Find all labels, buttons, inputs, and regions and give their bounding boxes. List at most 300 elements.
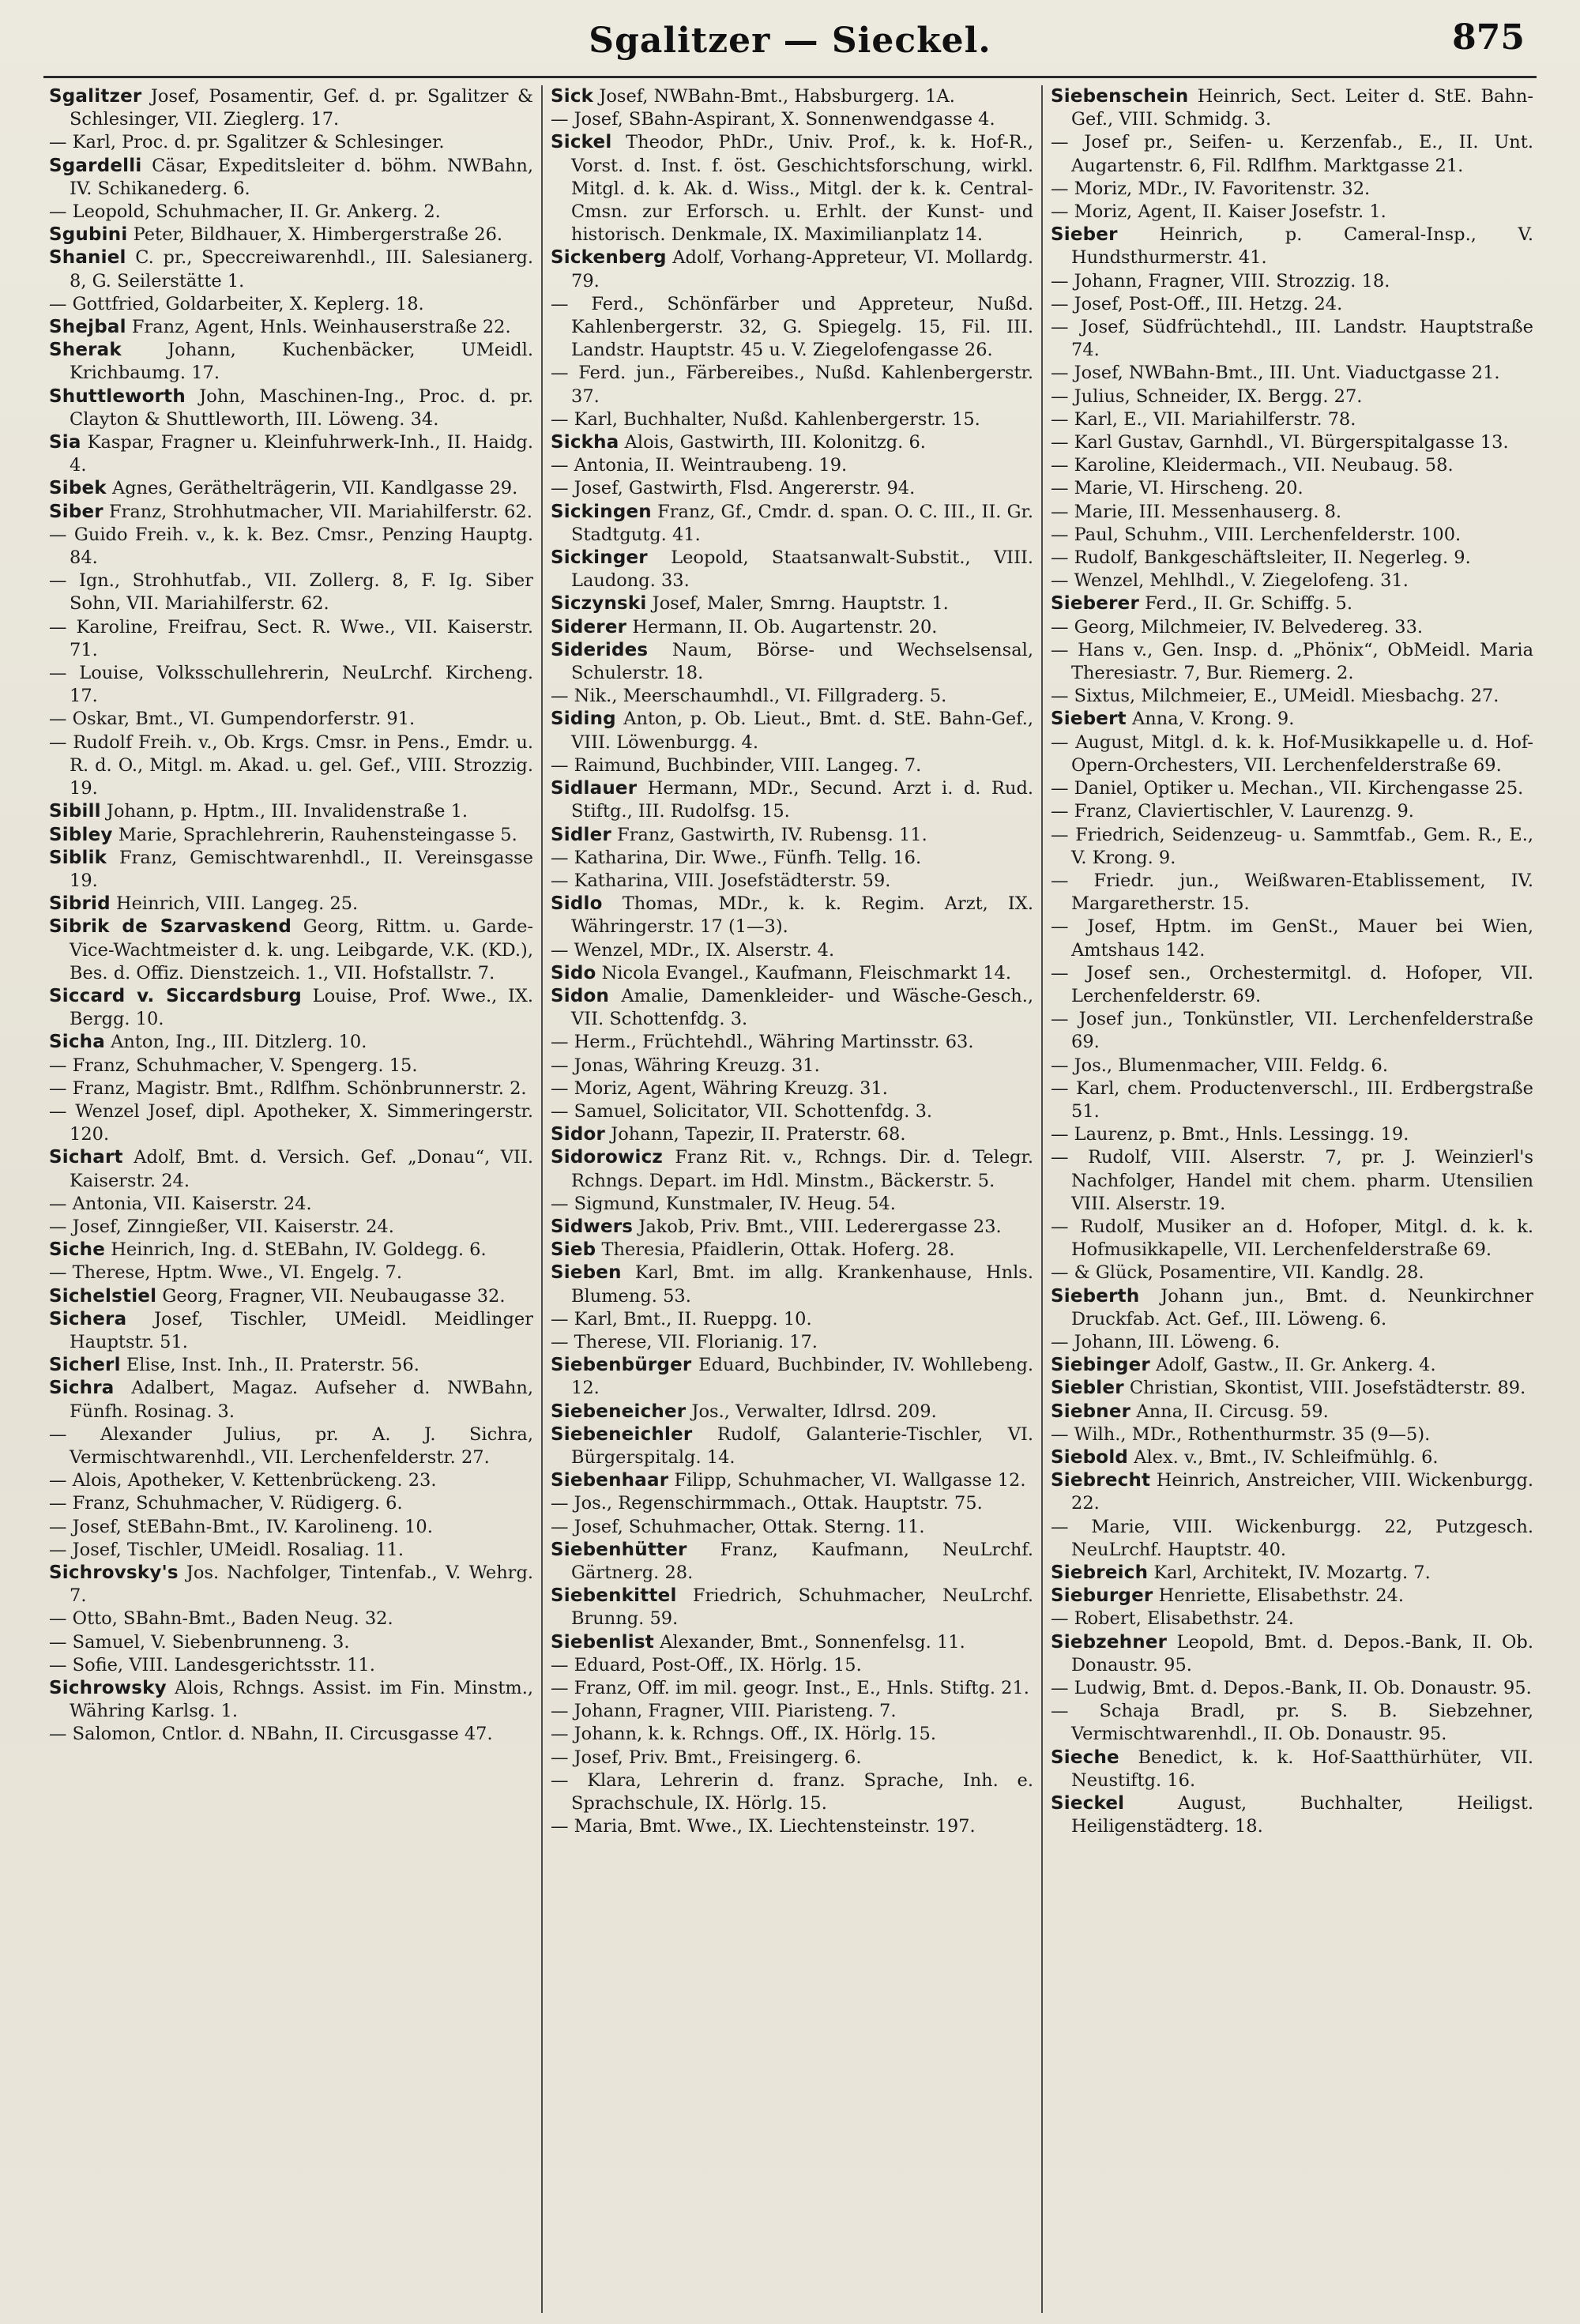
entry-surname: Siebenlist xyxy=(551,1631,654,1653)
entry-details: — Josef pr., Seifen- u. Kerzenfab., E., II. Unt. Augartenstr. 6, Fil. Rdlfhm. Marktgasse 21. xyxy=(1051,132,1533,176)
directory-entry xyxy=(551,1700,1033,1723)
entry-surname: Sidwers xyxy=(551,1216,634,1237)
entry-details: Josef, Tischler, UMeidl. Meidlinger Hauptstr. 51. xyxy=(70,1308,533,1352)
entry-surname: Sibrid xyxy=(49,893,111,915)
entry-details: Nicola Evangel., Kaufmann, Fleischmarkt 14. xyxy=(601,962,1012,983)
directory-entry xyxy=(49,1654,533,1677)
directory-entry xyxy=(1051,316,1533,362)
directory-entry xyxy=(49,339,533,385)
directory-entry xyxy=(551,939,1033,962)
directory-entry xyxy=(49,431,533,477)
entry-details: — Wenzel, MDr., IX. Alserstr. 4. xyxy=(551,939,835,961)
entry-details: — Josef, Schuhmacher, Ottak. Sterng. 11. xyxy=(551,1516,925,1537)
entry-surname: Sgalitzer xyxy=(49,86,142,107)
entry-details: — Josef jun., Tonkünstler, VII. Lerchenfelderstraße 69. xyxy=(1051,1009,1533,1053)
entry-details: — Franz, Claviertischler, V. Laurenzg. 9. xyxy=(1051,801,1414,822)
entry-details: — Leopold, Schuhmacher, II. Gr. Ankerg. 2. xyxy=(49,201,441,223)
entry-surname: Siebler xyxy=(1051,1378,1124,1399)
entry-details: Josef, Maler, Smrng. Hauptstr. 1. xyxy=(652,593,949,615)
entry-details: — Franz, Off. im mil. geogr. Inst., E., Hnls. Stiftg. 21. xyxy=(551,1678,1029,1699)
directory-entry xyxy=(551,1654,1033,1677)
directory-entry xyxy=(1051,1354,1533,1377)
entry-details: — Rudolf, VIII. Alserstr. 7, pr. J. Weinzierl's Nachfolger, Handel mit chem. pharm. Utensilien VIII. Alserstr. 19. xyxy=(1051,1147,1533,1214)
entry-surname: Siber xyxy=(49,501,103,522)
directory-entry xyxy=(551,1308,1033,1331)
entry-details: Eduard, Buchbinder, IV. Wohllebeng. 12. xyxy=(571,1355,1034,1399)
directory-entry xyxy=(49,1100,533,1146)
entry-surname: Siding xyxy=(551,709,616,730)
entry-surname: Sibley xyxy=(49,824,113,845)
directory-entry xyxy=(551,246,1033,292)
directory-entry xyxy=(1051,524,1533,547)
entry-details: — Josef, Tischler, UMeidl. Rosaliag. 11. xyxy=(49,1539,404,1560)
entry-details: — Wenzel, Mehlhdl., V. Ziegelofeng. 31. xyxy=(1051,570,1409,592)
entry-surname: Siche xyxy=(49,1239,106,1261)
entry-details: — Rudolf, Bankgeschäftsleiter, II. Negerleg. 9. xyxy=(1051,547,1471,569)
entry-details: — & Glück, Posamentire, VII. Kandlg. 28. xyxy=(1051,1262,1424,1284)
entry-details: — Nik., Meerschaumhdl., VI. Fillgraderg. 5. xyxy=(551,686,947,707)
entry-details: — Sigmund, Kunstmaler, IV. Heug. 54. xyxy=(551,1193,896,1214)
entry-surname: Sibill xyxy=(49,801,101,822)
entry-surname: Sichra xyxy=(49,1378,115,1399)
directory-entry xyxy=(1051,201,1533,224)
entry-details: — Josef, Zinngießer, VII. Kaiserstr. 24. xyxy=(49,1216,394,1237)
directory-entry xyxy=(551,985,1033,1031)
directory-entry xyxy=(1051,777,1533,800)
entry-details: — Daniel, Optiker u. Mechan., VII. Kirchengasse 25. xyxy=(1051,778,1524,799)
directory-entry xyxy=(1051,1055,1533,1077)
directory-entry xyxy=(551,1723,1033,1746)
directory-entry xyxy=(49,155,533,201)
entry-details: — Karl Gustav, Garnhdl., VI. Bürgerspitalgasse 13. xyxy=(1051,432,1509,453)
entry-details: Karl, Bmt. im allg. Krankenhause, Hnls. Blumeng. 53. xyxy=(571,1262,1034,1307)
entry-surname: Sicherl xyxy=(49,1355,121,1376)
entry-details: Benedict, k. k. Hof-Saatthürhüter, VII. Neustiftg. 16. xyxy=(1071,1747,1533,1791)
entry-details: — Josef, Hptm. im GenSt., Mauer bei Wien, Amtshaus 142. xyxy=(1051,916,1533,961)
entry-details: — Johann, III. Löweng. 6. xyxy=(1051,1331,1281,1352)
entry-details: — Josef, Priv. Bmt., Freisingerg. 6. xyxy=(551,1747,862,1768)
directory-entry xyxy=(49,1423,533,1469)
directory-entry xyxy=(1051,1077,1533,1123)
entry-details: — Friedr. jun., Weißwaren-Etablissement, IV. Margaretherstr. 15. xyxy=(1051,870,1533,915)
directory-entry xyxy=(49,1077,533,1100)
directory-entry xyxy=(551,685,1033,708)
directory-entry xyxy=(551,408,1033,431)
entry-details: — Josef, Gastwirth, Flsd. Angererstr. 94. xyxy=(551,478,916,499)
entry-details: — Josef, SBahn-Aspirant, X. Sonnenwendgasse 4. xyxy=(551,109,995,130)
directory-entry xyxy=(1051,870,1533,916)
directory-entry xyxy=(1051,1423,1533,1446)
entry-details: Adolf, Gastw., II. Gr. Ankerg. 4. xyxy=(1156,1355,1436,1376)
entry-surname: Sieb xyxy=(551,1239,596,1261)
directory-entry xyxy=(1051,708,1533,731)
entry-details: Rudolf, Galanterie-Tischler, VI. Bürgerspitalg. 14. xyxy=(571,1423,1033,1468)
directory-entry xyxy=(1051,800,1533,823)
directory-entry xyxy=(551,1677,1033,1700)
directory-entry xyxy=(49,1146,533,1192)
column-1 xyxy=(41,85,541,2313)
directory-entry xyxy=(1051,1608,1533,1630)
entry-details: Franz Rit. v., Rchngs. Dir. d. Telegr. Rchngs. Depart. im Hdl. Minstm., Bäckerstr. 5. xyxy=(571,1147,1033,1191)
entry-details: Josef, Posamentir, Gef. d. pr. Sgalitzer & Schlesinger, VII. Zieglerg. 17. xyxy=(70,86,533,130)
directory-entry xyxy=(1051,1262,1533,1284)
entry-surname: Sick xyxy=(551,86,594,107)
entry-details: — Eduard, Post-Off., IX. Hörlg. 15. xyxy=(551,1654,862,1675)
entry-details: Johann, p. Hptm., III. Invalidenstraße 1. xyxy=(106,801,468,822)
entry-details: Josef, NWBahn-Bmt., Habsburgerg. 1A. xyxy=(599,86,955,107)
entry-surname: Siebenbürger xyxy=(551,1355,692,1376)
directory-entry xyxy=(551,1146,1033,1192)
directory-entry xyxy=(551,893,1033,938)
entry-details: — Karoline, Freifrau, Sect. R. Wwe., VII. Kaiserstr. 71. xyxy=(49,616,533,660)
entry-surname: Siebenschein xyxy=(1051,86,1189,107)
entry-details: Christian, Skontist, VIII. Josefstädterstr. 89. xyxy=(1129,1378,1526,1399)
entry-details: Theresia, Pfaidlerin, Ottak. Hoferg. 28. xyxy=(601,1239,955,1261)
entry-details: Hermann, II. Ob. Augartenstr. 20. xyxy=(632,616,938,637)
directory-entry xyxy=(551,501,1033,547)
directory-entry xyxy=(1051,731,1533,777)
directory-entry xyxy=(1051,639,1533,685)
directory-entry xyxy=(551,431,1033,454)
entry-surname: Sido xyxy=(551,962,596,983)
directory-entry xyxy=(1051,1677,1533,1700)
entry-details: — Katharina, Dir. Wwe., Fünfh. Tellg. 16. xyxy=(551,847,922,868)
entry-surname: Sibrik de Szarvaskend xyxy=(49,916,292,938)
directory-entry xyxy=(1051,824,1533,870)
entry-surname: Sibek xyxy=(49,478,107,499)
directory-entry xyxy=(551,1516,1033,1539)
entry-details: Hermann, MDr., Secund. Arzt i. d. Rud. Stiftg., III. Rudolfsg. 15. xyxy=(571,778,1033,822)
directory-entry xyxy=(49,477,533,500)
entry-details: — Louise, Volksschullehrerin, NeuLrchf. Kircheng. 17. xyxy=(49,663,533,707)
entry-details: Franz, Kaufmann, NeuLrchf. Gärtnerg. 28. xyxy=(571,1539,1033,1583)
entry-surname: Sgubini xyxy=(49,224,128,246)
directory-entry xyxy=(551,1469,1033,1492)
entry-details: Elise, Inst. Inh., II. Praterstr. 56. xyxy=(126,1355,419,1376)
entry-surname: Siebreich xyxy=(1051,1562,1149,1583)
entry-details: Jos. Nachfolger, Tintenfab., V. Wehrg. 7. xyxy=(70,1562,533,1607)
directory-entry xyxy=(1051,1516,1533,1562)
directory-entry xyxy=(49,1516,533,1539)
entry-details: — Franz, Schuhmacher, V. Spengerg. 15. xyxy=(49,1055,418,1076)
entry-details: — Josef sen., Orchestermitgl. d. Hofoper, VII. Lerchenfelderstr. 69. xyxy=(1051,962,1533,1006)
directory-entry xyxy=(551,1077,1033,1100)
directory-entry xyxy=(1051,616,1533,639)
entry-surname: Sickha xyxy=(551,432,619,453)
entry-details: — Sofie, VIII. Landesgerichtsstr. 11. xyxy=(49,1654,375,1675)
entry-surname: Siebzehner xyxy=(1051,1631,1168,1653)
directory-entry xyxy=(551,454,1033,477)
entry-details: Agnes, Geräthelträgerin, VII. Kandlgasse 29. xyxy=(111,478,518,499)
directory-entry xyxy=(551,1354,1033,1400)
entry-details: Georg, Rittm. u. Garde-Vice-Wachtmeister d. k. ung. Leibgarde, V.K. (KD.), Bes. d. Offiz. Dienstzeich. 1., VII. Hofstallstr. 7. xyxy=(70,916,533,983)
directory-entry xyxy=(49,1239,533,1262)
entry-details: — Hans v., Gen. Insp. d. „Phönix“, ObMeidl. Maria Theresiastr. 7, Bur. Riemerg. 2. xyxy=(1051,639,1533,684)
entry-surname: Siebenhaar xyxy=(551,1470,669,1491)
entry-surname: Sidler xyxy=(551,824,611,845)
directory-entry xyxy=(1051,408,1533,431)
directory-entry xyxy=(1051,1331,1533,1354)
entry-surname: Siczynski xyxy=(551,593,647,615)
directory-entry xyxy=(49,385,533,431)
directory-entry xyxy=(551,777,1033,823)
directory-entry xyxy=(1051,962,1533,1008)
entry-details: Heinrich, Sect. Leiter d. StE. Bahn-Gef., VIII. Schmidg. 3. xyxy=(1071,86,1534,130)
entry-details: John, Maschinen-Ing., Proc. d. pr. Clayton & Shuttleworth, III. Löweng. 34. xyxy=(70,385,533,430)
entry-details: Alois, Rchngs. Assist. im Fin. Minstm., Währing Karlsg. 1. xyxy=(70,1678,533,1722)
directory-entry xyxy=(551,870,1033,893)
entry-details: — Karl, Buchhalter, Nußd. Kahlenbergerstr. 15. xyxy=(551,408,980,430)
directory-entry xyxy=(1051,592,1533,615)
entry-details: Anton, Ing., III. Ditzlerg. 10. xyxy=(111,1032,367,1053)
entry-details: — Raimund, Buchbinder, VIII. Langeg. 7. xyxy=(551,754,922,776)
entry-details: Leopold, Staatsanwalt-Substit., VIII. Laudong. 33. xyxy=(571,547,1034,592)
entry-details: Franz, Gf., Cmdr. d. span. O. C. III., II. Gr. Stadtgutg. 41. xyxy=(571,501,1033,545)
entry-surname: Siebenhütter xyxy=(551,1539,687,1560)
directory-entry xyxy=(1051,454,1533,477)
directory-entry xyxy=(1051,1285,1533,1331)
entry-details: — Marie, III. Messenhauserg. 8. xyxy=(1051,501,1342,522)
directory-entry xyxy=(49,224,533,246)
entry-details: — Schaja Bradl, pr. S. B. Siebzehner, Vermischtwarenhdl., II. Ob. Donaustr. 95. xyxy=(1051,1701,1533,1745)
entry-surname: Sidor xyxy=(551,1124,606,1145)
entry-surname: Siderer xyxy=(551,616,627,637)
entry-details: Kaspar, Fragner u. Kleinfuhrwerk-Inh., II. Haidg. 4. xyxy=(70,432,533,476)
entry-surname: Shaniel xyxy=(49,247,126,269)
entry-details: — August, Mitgl. d. k. k. Hof-Musikkapelle u. d. Hof-Opern-Orchesters, VII. Lerchenfelderstraße 69. xyxy=(1051,731,1533,776)
entry-details: — Josef, Post-Off., III. Hetzg. 24. xyxy=(1051,293,1343,314)
entry-surname: Sidlauer xyxy=(551,778,638,799)
directory-entry xyxy=(1051,1008,1533,1054)
entry-details: Alexander, Bmt., Sonnenfelsg. 11. xyxy=(660,1631,965,1653)
entry-surname: Shejbal xyxy=(49,317,126,338)
entry-details: — Franz, Magistr. Bmt., Rdlfhm. Schönbrunnerstr. 2. xyxy=(49,1077,527,1099)
directory-entry xyxy=(551,1492,1033,1515)
directory-entry xyxy=(551,1585,1033,1630)
directory-entry xyxy=(49,1631,533,1654)
directory-entry xyxy=(551,824,1033,847)
entry-details: — Alexander Julius, pr. A. J. Sichra, Vermischtwarenhdl., VII. Lerchenfelderstr. 27. xyxy=(49,1423,533,1468)
entry-surname: Sieben xyxy=(551,1262,622,1284)
entry-details: — Sixtus, Milchmeier, E., UMeidl. Miesbachg. 27. xyxy=(1051,686,1499,707)
directory-entry xyxy=(551,1100,1033,1123)
entry-details: — Rudolf, Musiker an d. Hofoper, Mitgl. d. k. k. Hofmusikkapelle, VII. Lerchenfelderstraße 69. xyxy=(1051,1216,1533,1261)
directory-entry xyxy=(49,201,533,224)
entry-details: Adalbert, Magaz. Aufseher d. NWBahn, Fünfh. Rosinag. 3. xyxy=(70,1378,533,1422)
entry-surname: Siderides xyxy=(551,639,649,660)
directory-entry xyxy=(49,1723,533,1746)
directory-entry xyxy=(551,1216,1033,1239)
directory-entry xyxy=(1051,547,1533,570)
entry-details: — Maria, Bmt. Wwe., IX. Liechtensteinstr. 197. xyxy=(551,1816,976,1837)
directory-entry xyxy=(49,1031,533,1054)
directory-entry xyxy=(551,616,1033,639)
entry-details: — Ign., Strohhutfab., VII. Zollerg. 8, F. Ig. Siber Sohn, VII. Mariahilferstr. 62. xyxy=(49,570,533,615)
entry-details: Johann, Kuchenbäcker, UMeidl. Krichbaumg. 17. xyxy=(70,340,534,384)
directory-entry xyxy=(1051,131,1533,177)
entry-details: — Jonas, Währing Kreuzg. 31. xyxy=(551,1055,820,1076)
entry-surname: Sidorowicz xyxy=(551,1147,664,1168)
directory-entry xyxy=(1051,1377,1533,1400)
entry-details: Johann, Tapezir, II. Praterstr. 68. xyxy=(611,1124,906,1145)
directory-entry xyxy=(1051,477,1533,500)
entry-details: Karl, Architekt, IV. Mozartg. 7. xyxy=(1153,1562,1431,1583)
entry-surname: Sichart xyxy=(49,1147,123,1168)
entry-surname: Sickinger xyxy=(551,547,648,569)
entry-details: Louise, Prof. Wwe., IX. Bergg. 10. xyxy=(70,985,534,1030)
column-2 xyxy=(541,85,1041,2313)
entry-details: — Guido Freih. v., k. k. Bez. Cmsr., Penzing Hauptg. 84. xyxy=(49,524,533,569)
directory-entry xyxy=(49,1562,533,1608)
entry-details: Cäsar, Expeditsleiter d. böhm. NWBahn, IV. Schikanederg. 6. xyxy=(70,155,533,199)
directory-entry xyxy=(1051,431,1533,454)
entry-details: — Salomon, Cntlor. d. NBahn, II. Circusgasse 47. xyxy=(49,1724,493,1745)
entry-surname: Siebenkittel xyxy=(551,1585,677,1607)
entry-details: Adolf, Vorhang-Appreteur, VI. Mollardg. 79. xyxy=(571,247,1033,291)
entry-details: Franz, Gastwirth, IV. Rubensg. 11. xyxy=(617,824,927,845)
entry-details: — Gottfried, Goldarbeiter, X. Keplerg. 18. xyxy=(49,293,424,314)
directory-entry xyxy=(49,916,533,985)
directory-entry xyxy=(551,1031,1033,1054)
entry-details: — Wenzel Josef, dipl. Apotheker, X. Simmeringerstr. 120. xyxy=(49,1100,533,1145)
entry-surname: Shuttleworth xyxy=(49,385,186,407)
directory-entry xyxy=(551,1423,1033,1469)
directory-entry xyxy=(1051,1792,1533,1838)
directory-entry xyxy=(1051,1747,1533,1792)
entry-surname: Sia xyxy=(49,432,81,453)
entry-details: — Herm., Früchtehdl., Währing Martinsstr. 63. xyxy=(551,1032,974,1053)
directory-entry xyxy=(49,1193,533,1216)
directory-entry xyxy=(551,1055,1033,1077)
directory-entry xyxy=(1051,1700,1533,1746)
directory-entry xyxy=(1051,85,1533,131)
entry-details: — Karl, Bmt., II. Rueppg. 10. xyxy=(551,1308,812,1329)
page-number: 875 xyxy=(1452,17,1525,58)
entry-details: — Ferd., Schönfärber und Appreteur, Nußd. Kahlenbergerstr. 32, G. Spiegelg. 15, Fil. III. Landstr. Hauptstr. 45 u. V. Ziegelofengasse 26. xyxy=(551,293,1033,361)
directory-entry xyxy=(1051,1585,1533,1608)
directory-entry xyxy=(551,1747,1033,1769)
entry-details: — Moriz, MDr., IV. Favoritenstr. 32. xyxy=(1051,178,1371,199)
directory-entry xyxy=(551,1815,1033,1838)
directory-entry xyxy=(49,524,533,570)
directory-entry xyxy=(551,754,1033,777)
directory-entry xyxy=(49,800,533,823)
entry-details: — Johann, k. k. Rchngs. Off., IX. Hörlg. 15. xyxy=(551,1724,936,1745)
column-3 xyxy=(1041,85,1541,2313)
entry-details: Anton, p. Ob. Lieut., Bmt. d. StE. Bahn-Gef., VIII. Löwenburgg. 4. xyxy=(571,709,1034,753)
directory-entry xyxy=(1051,362,1533,385)
directory-entry xyxy=(551,477,1033,500)
directory-entry xyxy=(49,824,533,847)
entry-details: Leopold, Bmt. d. Depos.-Bank, II. Ob. Donaustr. 95. xyxy=(1071,1631,1533,1675)
entry-details: — Oskar, Bmt., VI. Gumpendorferstr. 91. xyxy=(49,709,416,730)
entry-details: — Marie, VIII. Wickenburgg. 22, Putzgesch. NeuLrchf. Hauptstr. 40. xyxy=(1051,1516,1533,1560)
entry-details: Theodor, PhDr., Univ. Prof., k. k. Hof-R., Vorst. d. Inst. f. öst. Geschichtsforschung, wirkl. Mitgl. d. k. Ak. d. Wiss., Mitgl. der k. k. Central-Cmsn. zur Erforsch. u. Erhlt. der Kunst- und historisch. Denkmale, IX. Maximilianplatz 14. xyxy=(571,132,1033,246)
entry-details: — Josef, StEBahn-Bmt., IV. Karolineng. 10. xyxy=(49,1516,433,1537)
entry-surname: Sichrovsky's xyxy=(49,1562,179,1583)
directory-entry xyxy=(1051,293,1533,316)
directory-entry xyxy=(551,1123,1033,1146)
directory-entry xyxy=(1051,916,1533,961)
directory-entry xyxy=(49,570,533,615)
entry-details: Jos., Verwalter, Idlrsd. 209. xyxy=(691,1401,937,1422)
directory-entry xyxy=(551,1539,1033,1585)
entry-surname: Siebeneicher xyxy=(551,1401,687,1422)
directory-entry xyxy=(551,1239,1033,1262)
entry-details: — Karl, chem. Productenverschl., III. Erdbergstraße 51. xyxy=(1051,1077,1533,1122)
entry-details: — Therese, VII. Florianig. 17. xyxy=(551,1331,818,1352)
entry-details: Heinrich, Ing. d. StEBahn, IV. Goldegg. 6. xyxy=(111,1239,487,1261)
entry-details: Heinrich, Anstreicher, VIII. Wickenburgg. 22. xyxy=(1071,1470,1534,1514)
entry-surname: Siebold xyxy=(1051,1446,1129,1468)
directory-entry xyxy=(49,1308,533,1354)
entry-details: Heinrich, VIII. Langeg. 25. xyxy=(115,893,359,915)
directory-entry xyxy=(1051,1631,1533,1677)
directory-entry xyxy=(49,131,533,154)
directory-entry xyxy=(49,731,533,801)
entry-details: — Josef, NWBahn-Bmt., III. Unt. Viaductgasse 21. xyxy=(1051,363,1500,384)
directory-entry xyxy=(551,1769,1033,1815)
directory-entry xyxy=(1051,385,1533,408)
entry-details: — Georg, Milchmeier, IV. Belvedereg. 33. xyxy=(1051,616,1424,637)
directory-entry xyxy=(49,1055,533,1077)
entry-details: — Moriz, Agent, II. Kaiser Josefstr. 1. xyxy=(1051,201,1386,223)
directory-entry xyxy=(551,1631,1033,1654)
directory-entry xyxy=(551,85,1033,108)
entry-surname: Siblik xyxy=(49,847,107,868)
entry-details: Franz, Strohhutmacher, VII. Mariahilferstr. 62. xyxy=(109,501,532,522)
directory-entry xyxy=(49,1539,533,1562)
directory-entry xyxy=(49,1492,533,1515)
entry-details: Johann jun., Bmt. d. Neunkirchner Druckfab. Act. Gef., III. Löweng. 6. xyxy=(1071,1285,1534,1329)
directory-entry xyxy=(1051,1562,1533,1585)
entry-surname: Sieburger xyxy=(1051,1585,1153,1607)
entry-details: — Antonia, II. Weintraubeng. 19. xyxy=(551,455,848,476)
entry-details: C. pr., Speccreiwarenhdl., III. Salesianerg. 8, G. Seilerstätte 1. xyxy=(70,247,534,291)
directory-entry xyxy=(551,1331,1033,1354)
directory-entry xyxy=(1051,178,1533,201)
entry-details: — Karl, Proc. d. pr. Sgalitzer & Schlesinger. xyxy=(49,132,445,153)
directory-entry xyxy=(1051,224,1533,269)
entry-details: Thomas, MDr., k. k. Regim. Arzt, IX. Währingerstr. 17 (1—3). xyxy=(571,893,1033,938)
directory-entry xyxy=(1051,570,1533,592)
entry-details: — Klara, Lehrerin d. franz. Sprache, Inh. e. Sprachschule, IX. Hörlg. 15. xyxy=(551,1769,1033,1814)
entry-details: Henriette, Elisabethstr. 24. xyxy=(1158,1585,1404,1607)
entry-details: — Samuel, Solicitator, VII. Schottenfdg. 3. xyxy=(551,1100,933,1122)
directory-entry xyxy=(551,293,1033,363)
header-rule xyxy=(43,76,1537,78)
entry-details: Franz, Agent, Hnls. Weinhauserstraße 22. xyxy=(131,317,511,338)
directory-entry xyxy=(551,362,1033,408)
directory-entry xyxy=(1051,1146,1533,1216)
entry-details: — Moriz, Agent, Währing Kreuzg. 31. xyxy=(551,1077,888,1099)
directory-entry xyxy=(551,1401,1033,1423)
entry-surname: Sichera xyxy=(49,1308,127,1329)
entry-surname: Sickenberg xyxy=(551,247,667,269)
entry-details: — Otto, SBahn-Bmt., Baden Neug. 32. xyxy=(49,1608,393,1630)
entry-details: Marie, Sprachlehrerin, Rauhensteingasse 5. xyxy=(118,824,517,845)
directory-entry xyxy=(551,1262,1033,1307)
entry-surname: Sieche xyxy=(1051,1747,1119,1768)
entry-details: Naum, Börse- und Wechselsensal, Schulerstr. 18. xyxy=(571,639,1033,684)
entry-details: — Marie, VI. Hirscheng. 20. xyxy=(1051,478,1304,499)
page-header xyxy=(0,14,1580,70)
entry-details: — Franz, Schuhmacher, V. Rüdigerg. 6. xyxy=(49,1493,403,1514)
entry-surname: Sichelstiel xyxy=(49,1285,157,1307)
entry-surname: Sickingen xyxy=(551,501,652,522)
entry-surname: Sieckel xyxy=(1051,1793,1125,1814)
entry-details: — Laurenz, p. Bmt., Hnls. Lessingg. 19. xyxy=(1051,1124,1409,1145)
